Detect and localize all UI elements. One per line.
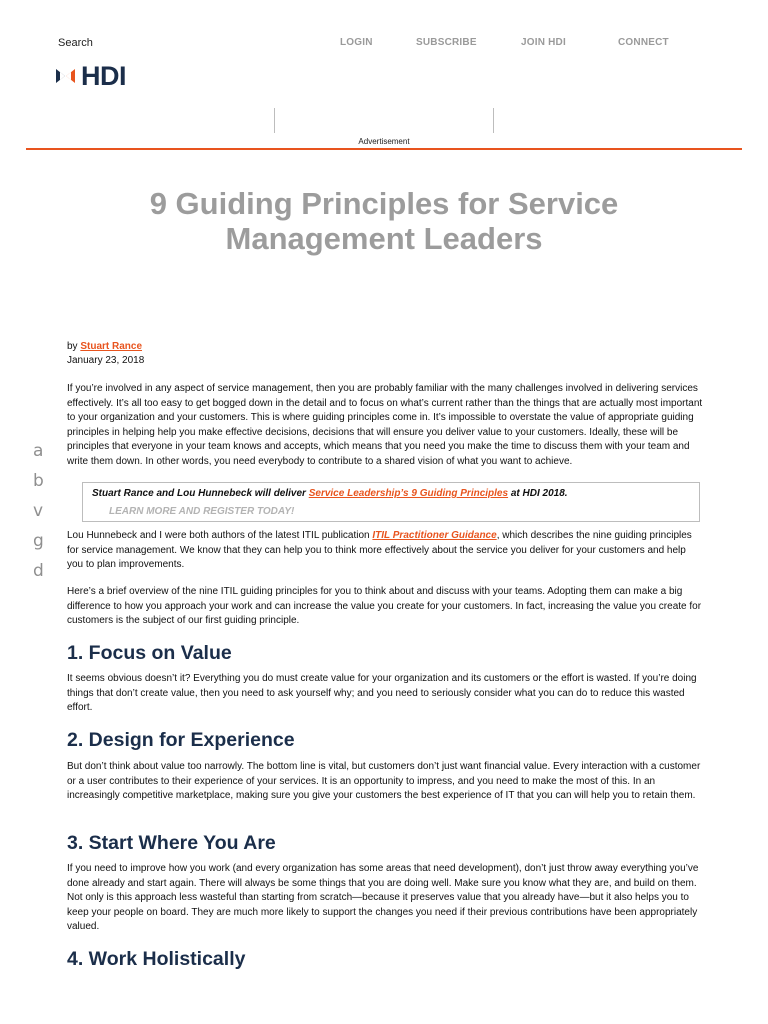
paragraph-overview: Here’s a brief overview of the nine ITIL guiding principles for you to think about and discuss with your teams. Adopting them can make a big difference to how you approach your work and can increase the value you create for your customers. In fact, increasing the value you create for customers is the subject of our first guiding principle. xyxy=(67,586,702,627)
section-heading: 4. Work Holistically xyxy=(67,948,246,970)
publish-date: January 23, 2018 xyxy=(67,355,145,366)
hdi-logo[interactable] xyxy=(54,63,126,89)
section-body: But don’t think about value too narrowly. The bottom line is vital, but customers don’t just want financial value. Every interaction with a customer or a user contributes to their experience of your services. It is an opportunity to impress, and you need to make the most of this. In an increasingly competitive marketplace, making sure you give your customers the best experience of IT that you can will help you to retain them. xyxy=(67,761,701,802)
header-divider xyxy=(26,148,742,150)
nav-subscribe[interactable]: SUBSCRIBE xyxy=(416,37,477,48)
byline-prefix: by xyxy=(67,341,78,352)
side-letter: b xyxy=(33,471,44,491)
author-link[interactable]: Stuart Rance xyxy=(80,341,143,352)
nav-join-hdi[interactable]: JOIN HDI xyxy=(521,37,566,48)
section-body: It seems obvious doesn’t it? Everything you do must create value for your organization and its customers or the effort is wasted. If you’re doing things that don’t create value, then you need to ask yourself why; and you need to seriously consider what you can do to reduce this wasted effort. xyxy=(67,673,697,714)
itil-guidance-link[interactable]: ITIL Practitioner Guidance xyxy=(372,530,497,541)
callout-suffix: at HDI 2018. xyxy=(508,488,568,499)
event-callout xyxy=(82,482,700,522)
para2-prefix: Lou Hunnebeck and I were both authors of the latest ITIL publication xyxy=(67,530,373,541)
section-heading: 1. Focus on Value xyxy=(67,642,232,664)
callout-text xyxy=(92,488,568,499)
paragraph-itil-guidance xyxy=(67,529,703,573)
event-session-link[interactable]: Service Leadership’s 9 Guiding Principles xyxy=(308,488,509,499)
advertisement-label: Advertisement xyxy=(358,137,410,146)
section-body: If you need to improve how you work (and every organization has some areas that need development), don’t just throw away everything you’ve done already and start again. There will always be some things that you are doing well. Make sure you know what they are, and build on them. Not only is this approach less wasteful than starting from scratch—because it preserves value that you already have—but it also helps you to keep your people on board. They are much more likely to support the changes you need if their previous contributions have been appropriately valued. xyxy=(67,863,699,933)
logo-text: HDI xyxy=(81,61,126,91)
para2-suffix: , which describes the nine guiding principles for service management. We know that they can help you to think more effectively about the service you deliver for your customers and help you to plan improvements. xyxy=(67,530,692,571)
intro-paragraph: If you’re involved in any aspect of service management, then you are probably familiar with the many challenges involved in delivering services effectively. It’s all too easy to get bogged down in the detail and to focus on what’s current rather than the things that are actually most important to your organization and your customers. This is where guiding principles come in. It’s impossible to overstate the value of appropriate guiding principles in helping help you make effective decisions, decisions that will ensure you deliver value to your customers. Ideally, these will be principles that everyone in your team knows and accepts, which means that you need you make the time to discuss them with your team and write them down. In other words, you need everybody to contribute to a shared vision of what you want to achieve. xyxy=(67,383,703,467)
article-title: 9 Guiding Principles for Service Management Leaders xyxy=(149,186,619,256)
nav-connect[interactable]: CONNECT xyxy=(618,37,669,48)
section-heading: 2. Design for Experience xyxy=(67,729,295,751)
ad-divider-left xyxy=(274,108,275,133)
register-link[interactable]: LEARN MORE AND REGISTER TODAY! xyxy=(109,506,295,517)
callout-prefix: Stuart Rance and Lou Hunnebeck will deliver xyxy=(92,488,309,499)
section-heading: 3. Start Where You Are xyxy=(67,832,276,854)
nav-login[interactable]: LOGIN xyxy=(340,37,373,48)
byline xyxy=(67,341,142,352)
search-link[interactable]: Search xyxy=(58,37,93,49)
side-letter: d xyxy=(33,561,44,581)
side-letter: a xyxy=(33,441,44,461)
ad-divider-right xyxy=(493,108,494,133)
side-letter: v xyxy=(33,501,44,521)
side-letter: g xyxy=(33,531,44,551)
hdi-logo-icon xyxy=(54,65,77,87)
